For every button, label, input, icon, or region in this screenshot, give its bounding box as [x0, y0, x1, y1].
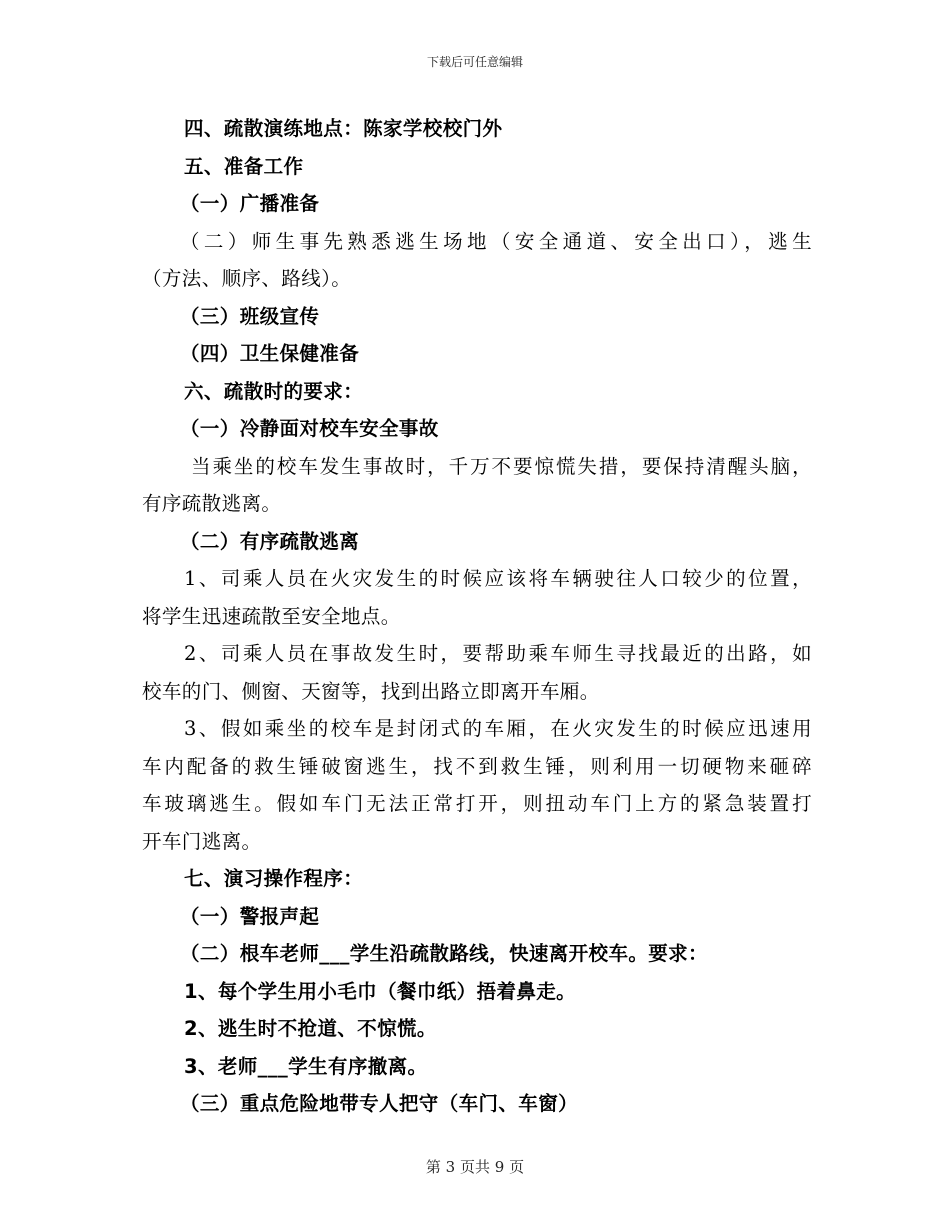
paragraph-line: 当乘坐的校车发生事故时，千万不要惊慌失措，要保持清醒头脑， — [191, 454, 812, 478]
paragraph-line: 校车的门、侧窗、天窗等，找到出路立即离开车厢。 — [142, 679, 600, 703]
section-heading-5: 五、准备工作 — [184, 154, 304, 178]
paragraph-line: 车玻璃逃生。假如车门无法正常打开，则扭动车门上方的紧急装置打 — [142, 792, 812, 815]
section-heading-4: 四、疏散演练地点：陈家学校校门外 — [184, 117, 503, 140]
subheading-guard: （三）重点危险地带专人把守（车门、车窗） — [180, 1092, 579, 1115]
subheading-alarm: （一）警报声起 — [180, 904, 320, 928]
list-item: 1、每个学生用小毛巾（餐巾纸）捂着鼻走。 — [184, 979, 577, 1003]
paragraph-line: （二）师生事先熟悉逃生场地（安全通道、安全出口），逃生 — [180, 229, 812, 253]
subheading-calm: （一）冷静面对校车安全事故 — [180, 417, 439, 440]
page-footer: 第 3 页共 9 页 — [425, 1158, 525, 1176]
subheading-orderly: （二）有序疏散逃离 — [180, 529, 360, 553]
paragraph-line: 3、假如乘坐的校车是封闭式的车厢，在火灾发生的时候应迅速用 — [184, 717, 812, 740]
list-item: 2、逃生时不抢道、不惊慌。 — [184, 1017, 437, 1040]
subheading-health: （四）卫生保健准备 — [180, 342, 360, 365]
paragraph-line: （方法、顺序、路线）。 — [142, 267, 352, 290]
section-heading-7: 七、演习操作程序： — [184, 867, 364, 890]
subheading-class-promo: （三）班级宣传 — [180, 304, 320, 328]
paragraph-line: 有序疏散逃离。 — [142, 492, 282, 515]
paragraph-line: 2、司乘人员在事故发生时，要帮助乘车师生寻找最近的出路，如 — [184, 642, 812, 665]
subheading-broadcast: （一）广播准备 — [180, 192, 320, 215]
document-body — [142, 110, 812, 1123]
section-heading-6: 六、疏散时的要求： — [184, 379, 364, 403]
page-header: 下载后可任意编辑 — [426, 55, 523, 69]
paragraph-line: 1、司乘人员在火灾发生的时候应该将车辆驶往人口较少的位置， — [184, 567, 812, 590]
subheading-teacher-lead: （二）根车老师___学生沿疏散路线，快速离开校车。要求： — [180, 942, 708, 965]
paragraph-line: 开车门逃离。 — [142, 829, 262, 853]
list-item: 3、老师___学生有序撤离。 — [184, 1054, 428, 1078]
paragraph-line: 将学生迅速疏散至安全地点。 — [142, 604, 401, 628]
paragraph-line: 车内配备的救生锤破窗逃生，找不到救生锤，则利用一切硬物来砸碎 — [142, 754, 812, 778]
